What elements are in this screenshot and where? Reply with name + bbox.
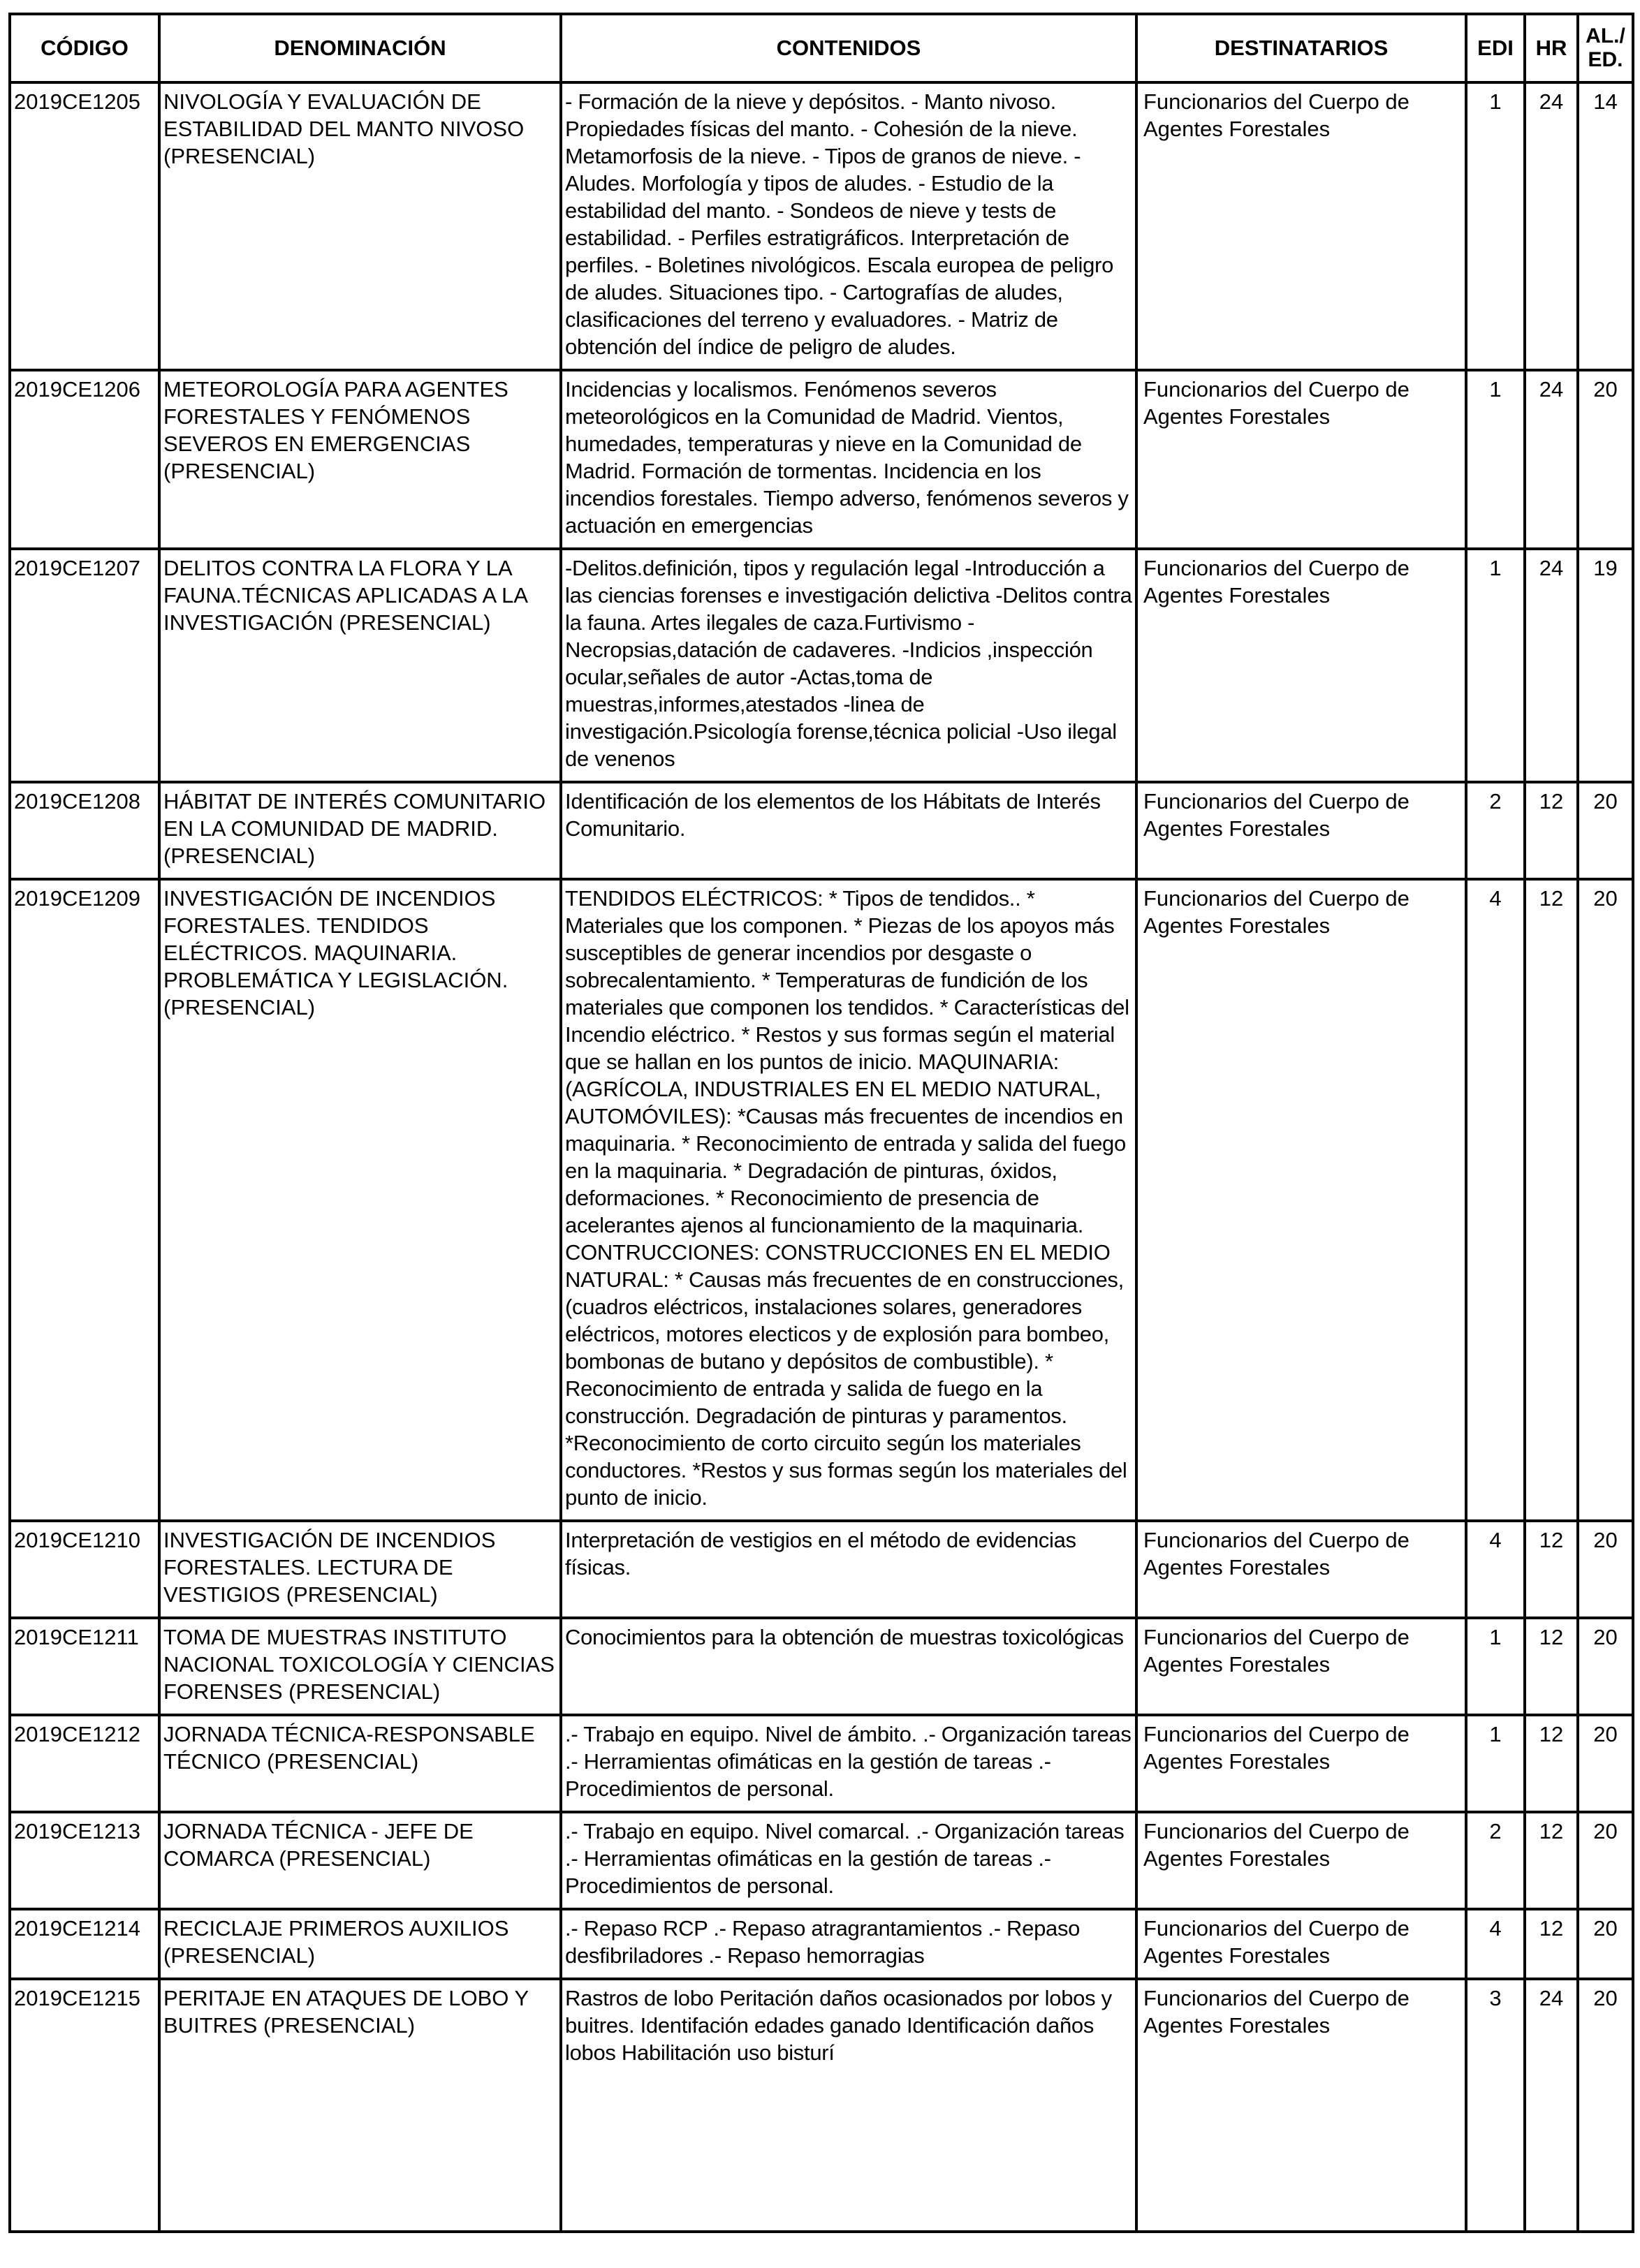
cell-edi: 3 [1466,1979,1525,2232]
cell-edi: 1 [1466,82,1525,370]
table-row [10,1715,1633,1812]
cell-codigo: 2019CE1205 [10,82,159,370]
cell-codigo: 2019CE1212 [10,1715,159,1812]
cell-codigo: 2019CE1214 [10,1909,159,1979]
header-destinatarios: DESTINATARIOS [1136,14,1466,82]
cell-al-ed: 14 [1578,82,1633,370]
cell-denominacion: RECICLAJE PRIMEROS AUXILIOS (PRESENCIAL) [159,1909,561,1979]
cell-codigo: 2019CE1209 [10,879,159,1521]
cell-codigo: 2019CE1213 [10,1812,159,1909]
cell-al-ed: 20 [1578,1618,1633,1715]
cell-denominacion: HÁBITAT DE INTERÉS COMUNITARIO EN LA COMUNIDAD DE MADRID. (PRESENCIAL) [159,782,561,879]
cell-hr: 24 [1525,370,1578,549]
header-codigo: CÓDIGO [10,14,159,82]
cell-codigo: 2019CE1206 [10,370,159,549]
table-row [10,1909,1633,1979]
courses-table [8,13,1634,2233]
cell-destinatarios: Funcionarios del Cuerpo de Agentes Forestales [1136,782,1466,879]
cell-destinatarios: Funcionarios del Cuerpo de Agentes Forestales [1136,549,1466,782]
cell-denominacion: JORNADA TÉCNICA-RESPONSABLE TÉCNICO (PRESENCIAL) [159,1715,561,1812]
cell-denominacion: PERITAJE EN ATAQUES DE LOBO Y BUITRES (PRESENCIAL) [159,1979,561,2232]
cell-al-ed: 19 [1578,549,1633,782]
cell-denominacion: JORNADA TÉCNICA - JEFE DE COMARCA (PRESENCIAL) [159,1812,561,1909]
cell-destinatarios: Funcionarios del Cuerpo de Agentes Forestales [1136,1812,1466,1909]
cell-codigo: 2019CE1207 [10,549,159,782]
cell-contenidos: -Delitos.definición, tipos y regulación legal -Introducción a las ciencias forenses e investigación delictiva -Delitos contra la fauna. Artes ilegales de caza.Furtivismo -Necropsias,datación de cadaveres. -Indicios ,inspección ocular,señales de autor -Actas,toma de muestras,informes,atestados -linea de investigación.Psicología forense,técnica policial -Uso ilegal de venenos [561,549,1136,782]
table-row [10,879,1633,1521]
cell-contenidos: - Formación de la nieve y depósitos. - Manto nivoso. Propiedades físicas del manto. - Cohesión de la nieve. Metamorfosis de la nieve. - Tipos de granos de nieve. - Aludes. Morfología y tipos de aludes. - Estudio de la estabilidad del manto. - Sondeos de nieve y tests de estabilidad. - Perfiles estratigráficos. Interpretación de perfiles. - Boletines nivológicos. Escala europea de peligro de aludes. Situaciones tipo. - Cartografías de aludes, clasificaciones del terreno y evaluadores. - Matriz de obtención del índice de peligro de aludes. [561,82,1136,370]
cell-destinatarios: Funcionarios del Cuerpo de Agentes Forestales [1136,82,1466,370]
table-row [10,782,1633,879]
cell-destinatarios: Funcionarios del Cuerpo de Agentes Forestales [1136,370,1466,549]
cell-denominacion: TOMA DE MUESTRAS INSTITUTO NACIONAL TOXICOLOGÍA Y CIENCIAS FORENSES (PRESENCIAL) [159,1618,561,1715]
cell-destinatarios: Funcionarios del Cuerpo de Agentes Forestales [1136,1979,1466,2232]
cell-al-ed: 20 [1578,782,1633,879]
cell-edi: 1 [1466,549,1525,782]
header-edi: EDI [1466,14,1525,82]
cell-edi: 4 [1466,1521,1525,1618]
cell-destinatarios: Funcionarios del Cuerpo de Agentes Forestales [1136,1521,1466,1618]
cell-hr: 12 [1525,879,1578,1521]
cell-edi: 4 [1466,879,1525,1521]
table-row [10,82,1633,370]
table-row [10,1812,1633,1909]
cell-denominacion: INVESTIGACIÓN DE INCENDIOS FORESTALES. LECTURA DE VESTIGIOS (PRESENCIAL) [159,1521,561,1618]
header-contenidos: CONTENIDOS [561,14,1136,82]
cell-denominacion: INVESTIGACIÓN DE INCENDIOS FORESTALES. TENDIDOS ELÉCTRICOS. MAQUINARIA. PROBLEMÁTICA Y LEGISLACIÓN. (PRESENCIAL) [159,879,561,1521]
cell-hr: 12 [1525,1618,1578,1715]
cell-destinatarios: Funcionarios del Cuerpo de Agentes Forestales [1136,1715,1466,1812]
header-row [10,14,1633,82]
table-body [10,82,1633,2232]
cell-al-ed: 20 [1578,1521,1633,1618]
cell-al-ed: 20 [1578,1979,1633,2232]
cell-contenidos: .- Repaso RCP .- Repaso atragrantamientos .- Repaso desfibriladores .- Repaso hemorragias [561,1909,1136,1979]
table-header [10,14,1633,82]
cell-contenidos: Identificación de los elementos de los Hábitats de Interés Comunitario. [561,782,1136,879]
cell-codigo: 2019CE1210 [10,1521,159,1618]
cell-codigo: 2019CE1208 [10,782,159,879]
cell-contenidos: Incidencias y localismos. Fenómenos severos meteorológicos en la Comunidad de Madrid. Vientos, humedades, temperaturas y nieve en la Comunidad de Madrid. Formación de tormentas. Incidencia en los incendios forestales. Tiempo adverso, fenómenos severos y actuación en emergencias [561,370,1136,549]
header-al-ed: AL./ ED. [1578,14,1633,82]
cell-contenidos: TENDIDOS ELÉCTRICOS: * Tipos de tendidos.. * Materiales que los componen. * Piezas de los apoyos más susceptibles de generar incendios por desgaste o sobrecalentamiento. * Temperaturas de fundición de los materiales que componen los tendidos. * Características del Incendio eléctrico. * Restos y sus formas según el material que se hallan en los puntos de inicio. MAQUINARIA: (AGRÍCOLA, INDUSTRIALES EN EL MEDIO NATURAL, AUTOMÓVILES): *Causas más frecuentes de incendios en maquinaria. * Reconocimiento de entrada y salida del fuego en la maquinaria. * Degradación de pinturas, óxidos, deformaciones. * Reconocimiento de presencia de acelerantes ajenos al funcionamiento de la maquinaria. CONTRUCCIONES: CONSTRUCCIONES EN EL MEDIO NATURAL: * Causas más frecuentes de en construcciones, (cuadros eléctricos, instalaciones solares, generadores eléctricos, motores electicos y de explosión para bombeo, bombonas de butano y depósitos de combustible). * Reconocimiento de entrada y salida de fuego en la construcción. Degradación de pinturas y paramentos. *Reconocimiento de corto circuito según los materiales conductores. *Restos y sus formas según los materiales del punto de inicio. [561,879,1136,1521]
cell-edi: 2 [1466,1812,1525,1909]
cell-al-ed: 20 [1578,370,1633,549]
cell-hr: 24 [1525,82,1578,370]
cell-contenidos: .- Trabajo en equipo. Nivel comarcal. .- Organización tareas .- Herramientas ofimáticas en la gestión de tareas .- Procedimientos de personal. [561,1812,1136,1909]
table-row [10,549,1633,782]
cell-contenidos: Rastros de lobo Peritación daños ocasionados por lobos y buitres. Identifación edades ganado Identificación daños lobos Habilitación uso bisturí [561,1979,1136,2232]
header-hr: HR [1525,14,1578,82]
cell-hr: 24 [1525,1979,1578,2232]
cell-al-ed: 20 [1578,1909,1633,1979]
cell-hr: 12 [1525,1909,1578,1979]
cell-contenidos: .- Trabajo en equipo. Nivel de ámbito. .- Organización tareas .- Herramientas ofimáticas en la gestión de tareas .- Procedimientos de personal. [561,1715,1136,1812]
cell-hr: 24 [1525,549,1578,782]
cell-contenidos: Conocimientos para la obtención de muestras toxicológicas [561,1618,1136,1715]
cell-denominacion: METEOROLOGÍA PARA AGENTES FORESTALES Y FENÓMENOS SEVEROS EN EMERGENCIAS (PRESENCIAL) [159,370,561,549]
cell-edi: 1 [1466,1618,1525,1715]
cell-denominacion: NIVOLOGÍA Y EVALUACIÓN DE ESTABILIDAD DEL MANTO NIVOSO (PRESENCIAL) [159,82,561,370]
cell-al-ed: 20 [1578,1715,1633,1812]
cell-hr: 12 [1525,782,1578,879]
cell-al-ed: 20 [1578,1812,1633,1909]
cell-contenidos: Interpretación de vestigios en el método de evidencias físicas. [561,1521,1136,1618]
table-row [10,1979,1633,2232]
cell-hr: 12 [1525,1521,1578,1618]
table-row [10,1618,1633,1715]
cell-denominacion: DELITOS CONTRA LA FLORA Y LA FAUNA.TÉCNICAS APLICADAS A LA INVESTIGACIÓN (PRESENCIAL) [159,549,561,782]
table-row [10,370,1633,549]
cell-edi: 1 [1466,1715,1525,1812]
table-row [10,1521,1633,1618]
cell-edi: 1 [1466,370,1525,549]
cell-destinatarios: Funcionarios del Cuerpo de Agentes Forestales [1136,1909,1466,1979]
cell-edi: 2 [1466,782,1525,879]
header-denominacion: DENOMINACIÓN [159,14,561,82]
cell-codigo: 2019CE1211 [10,1618,159,1715]
cell-destinatarios: Funcionarios del Cuerpo de Agentes Forestales [1136,1618,1466,1715]
cell-destinatarios: Funcionarios del Cuerpo de Agentes Forestales [1136,879,1466,1521]
cell-hr: 12 [1525,1812,1578,1909]
cell-edi: 4 [1466,1909,1525,1979]
cell-hr: 12 [1525,1715,1578,1812]
cell-al-ed: 20 [1578,879,1633,1521]
cell-codigo: 2019CE1215 [10,1979,159,2232]
